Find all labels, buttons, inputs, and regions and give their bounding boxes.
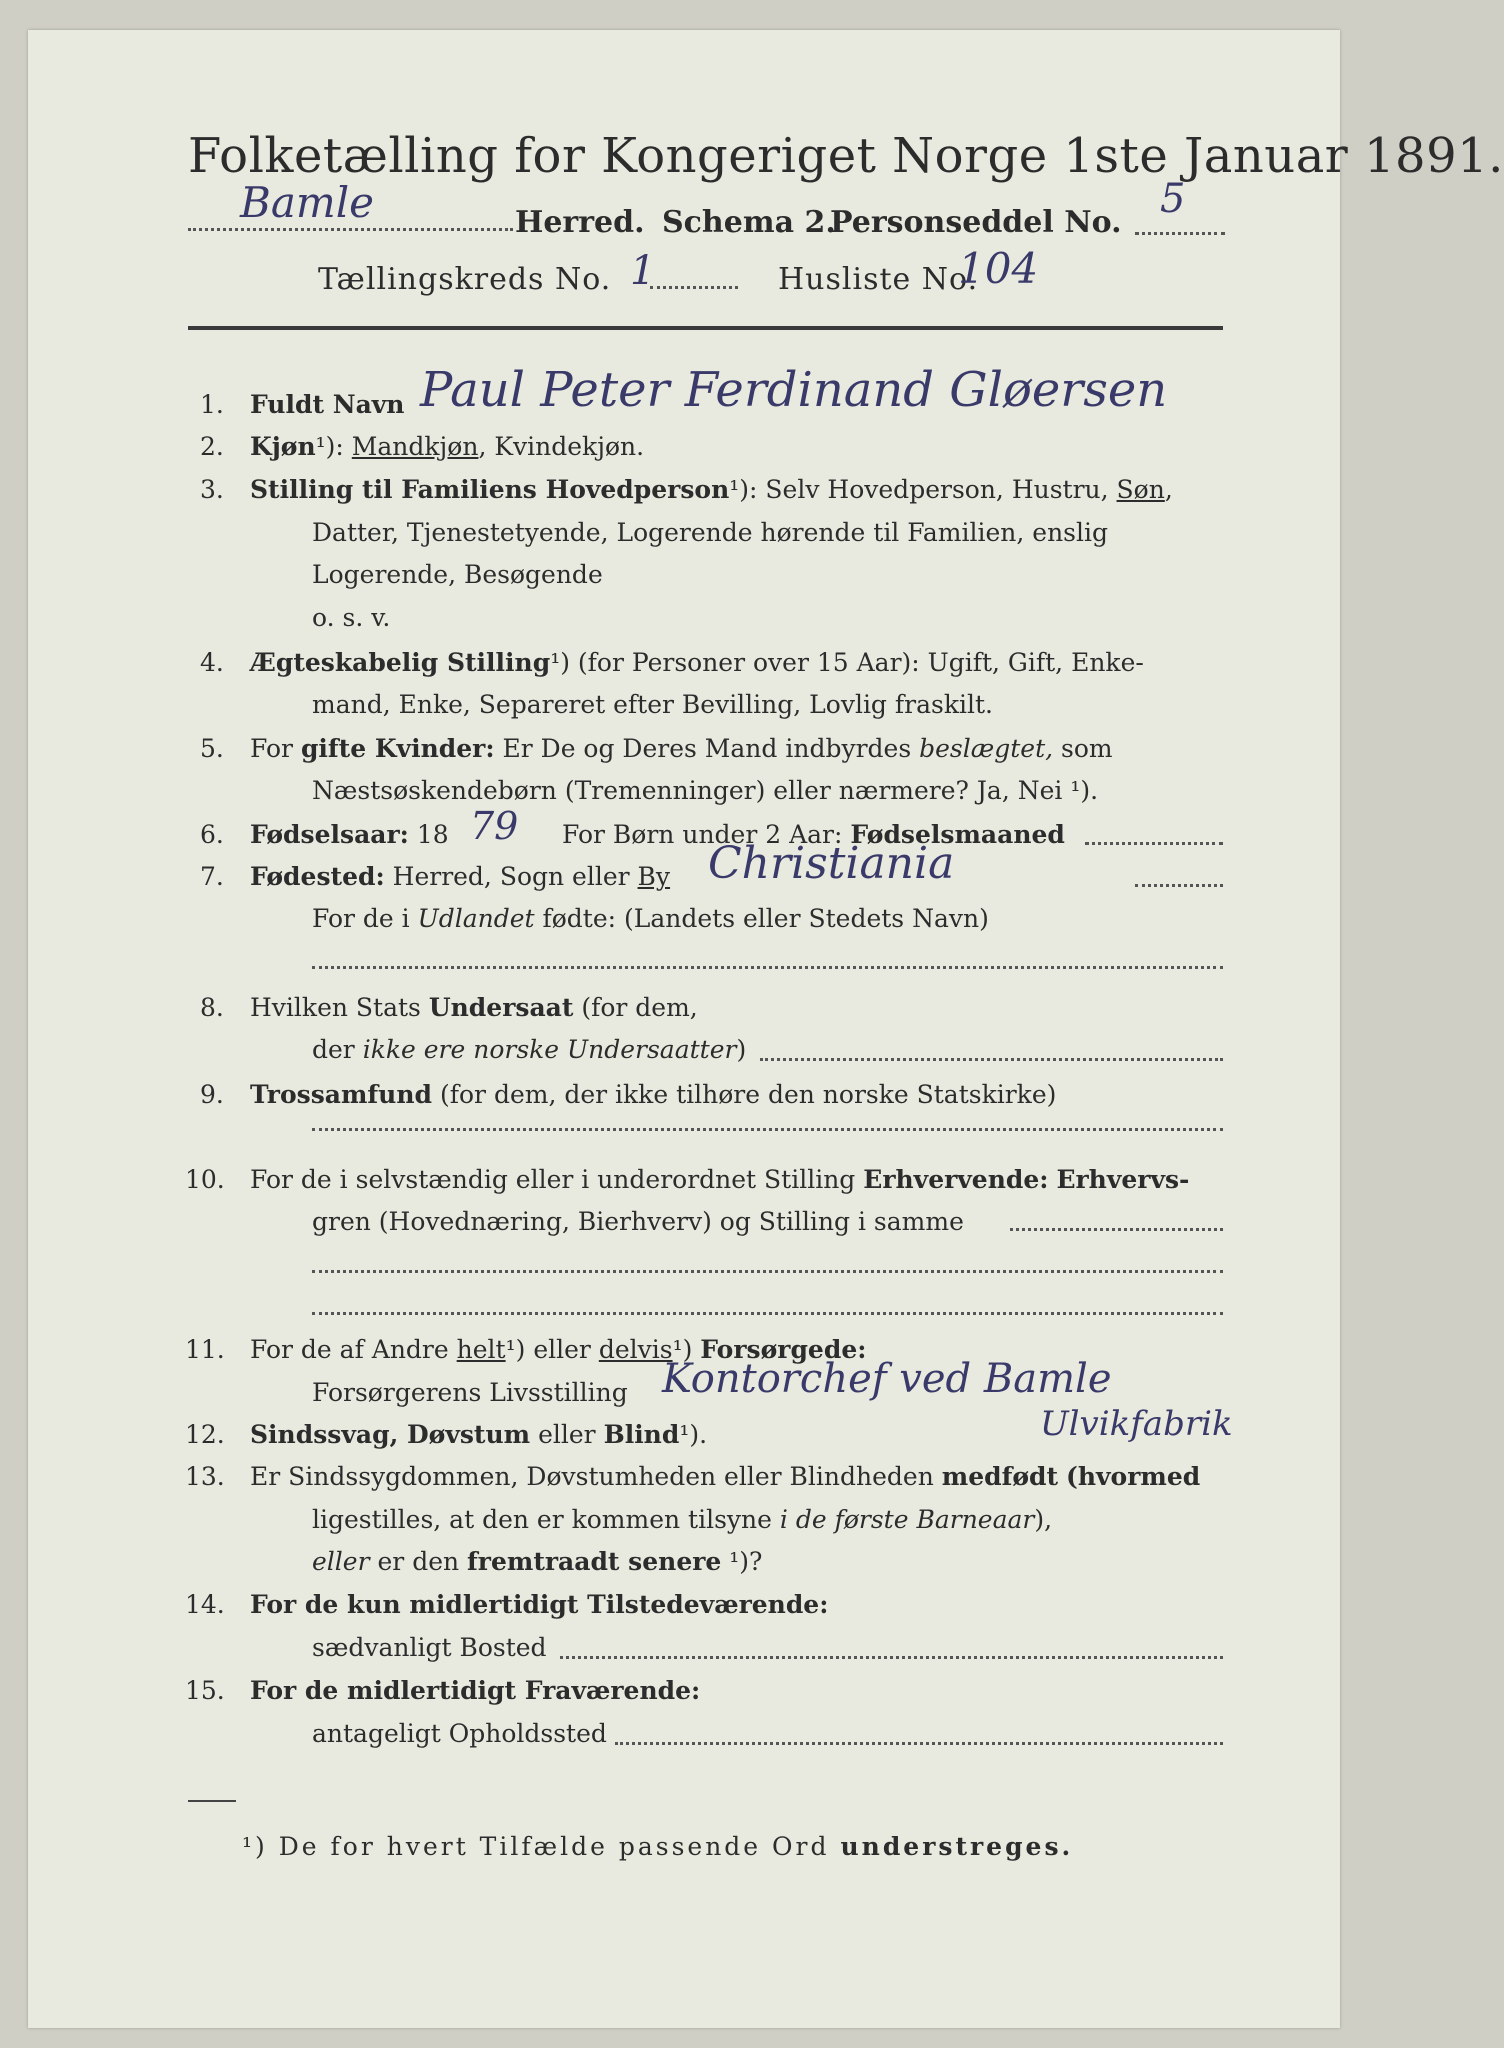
q7-by-underlined: By [637,862,671,891]
q5-number: 5. [200,734,224,763]
q6-dotline [1085,842,1223,845]
herred-value: Bamle [240,178,375,227]
q3-number: 3. [200,475,224,504]
taellingskreds-label: Tællingskreds No. [318,262,612,297]
footnote-rule [188,1800,236,1802]
q1-number: 1. [200,390,224,419]
q7-value: Christiania [708,838,955,889]
q11-number: 11. [185,1335,225,1364]
q6-number: 6. [200,820,224,849]
q2-number: 2. [200,432,224,461]
q8-line2: der ikke ere norske Undersaatter) [312,1035,747,1064]
schema-label: Schema 2. [662,205,836,240]
q6-line: Fødselsaar: 18 [250,820,449,849]
q15-number: 15. [185,1676,225,1705]
q3-son-underlined: Søn [1116,475,1165,504]
q14-number: 14. [185,1590,225,1619]
q1-label: Fuldt Navn [250,390,405,419]
q3-line4: o. s. v. [312,603,391,632]
q12-line: Sindssvag, Døvstum eller Blind¹). [250,1420,708,1449]
q8-dotline [760,1058,1223,1061]
q4-line1: Ægteskabelig Stilling¹) (for Personer over 15 Aar): Ugift, Gift, Enke- [250,648,1144,677]
q13-number: 13. [185,1462,225,1491]
q11-value2: Ulvikfabrik [1040,1404,1233,1444]
q15-dotline [615,1742,1223,1745]
q13-line2: ligestilles, at den er kommen tilsyne i de første Barneaar), [312,1505,1053,1534]
personseddel-value: 5 [1160,176,1186,222]
q13-line3: eller er den fremtraadt senere ¹)? [312,1547,763,1576]
q10-line2: gren (Hovednæring, Bierhverv) og Stilling i samme [312,1207,964,1236]
form-title: Folketælling for Kongeriget Norge 1ste Januar 1891. [188,128,1504,184]
q4-number: 4. [200,648,224,677]
personseddel-dotline [1135,232,1225,235]
husliste-value: 104 [958,244,1039,293]
q6-value: 79 [470,804,519,848]
q7-blank-dotline [312,966,1223,969]
q14-dotline [560,1656,1223,1659]
q11-line2: Forsørgerens Livsstilling [312,1378,628,1407]
q5-line1: For gifte Kvinder: Er De og Deres Mand indbyrdes beslægtet, som [250,734,1113,763]
q10-number: 10. [185,1165,225,1194]
q4-line2: mand, Enke, Separeret efter Bevilling, Lovlig fraskilt. [312,690,993,719]
q10-line1: For de i selvstændig eller i underordnet Stilling Erhvervende: Erhvervs- [250,1165,1190,1194]
q1-value: Paul Peter Ferdinand Gløersen [420,362,1168,418]
q2-line: Kjøn¹): Mandkjøn, Kvindekjøn. [250,432,645,461]
taellingskreds-dotline [650,286,738,289]
header-rule [188,326,1223,330]
q8-number: 8. [200,993,224,1022]
q13-line1: Er Sindssygdommen, Døvstumheden eller Blindheden medfødt (hvormed [250,1462,1201,1491]
q7-number: 7. [200,862,224,891]
q3-line3: Logerende, Besøgende [312,560,603,589]
q9-line: Trossamfund (for dem, der ikke tilhøre den norske Statskirke) [250,1080,1057,1109]
q11-line1: For de af Andre helt¹) eller delvis¹) Forsørgede: [250,1335,867,1364]
herred-label: Herred. [515,205,645,240]
q6-rest: For Børn under 2 Aar: Fødselsmaaned [562,820,1065,849]
q5-line2: Næstsøskendebørn (Tremenninger) eller nærmere? Ja, Nei ¹). [312,776,1099,805]
q9-dotline [312,1128,1223,1131]
footnote: ¹) De for hvert Tilfælde passende Ord understreges. [242,1832,1074,1861]
q10-dotline1 [1010,1228,1223,1231]
taellingskreds-value: 1 [630,248,656,294]
q15-line2: antageligt Opholdssted [312,1719,607,1748]
q12-number: 12. [185,1420,225,1449]
q9-number: 9. [200,1080,224,1109]
q3-line1: Stilling til Familiens Hovedperson¹): Selv Hovedperson, Hustru, Søn, [250,475,1173,504]
q7-dotline [1135,884,1223,887]
q2-mandkjon-underlined: Mandkjøn [351,432,479,461]
q8-line1: Hvilken Stats Undersaat (for dem, [250,993,698,1022]
q10-dotline2 [312,1270,1223,1273]
q14-label: For de kun midlertidigt Tilstedeværende: [250,1590,829,1619]
q3-line2: Datter, Tjenestetyende, Logerende hørende til Familien, enslig [312,518,1109,547]
q15-label: For de midlertidigt Fraværende: [250,1676,701,1705]
herred-dotline [188,228,513,231]
q10-dotline3 [312,1312,1223,1315]
q14-line2: sædvanligt Bosted [312,1633,547,1662]
q7-line1: Fødested: Herred, Sogn eller By [250,862,671,891]
q7-line2: For de i Udlandet fødte: (Landets eller Stedets Navn) [312,904,989,933]
husliste-label: Husliste No. [778,262,979,297]
personseddel-label: Personseddel No. [830,205,1122,240]
q11-value: Kontorchef ved Bamle [662,1356,1112,1402]
